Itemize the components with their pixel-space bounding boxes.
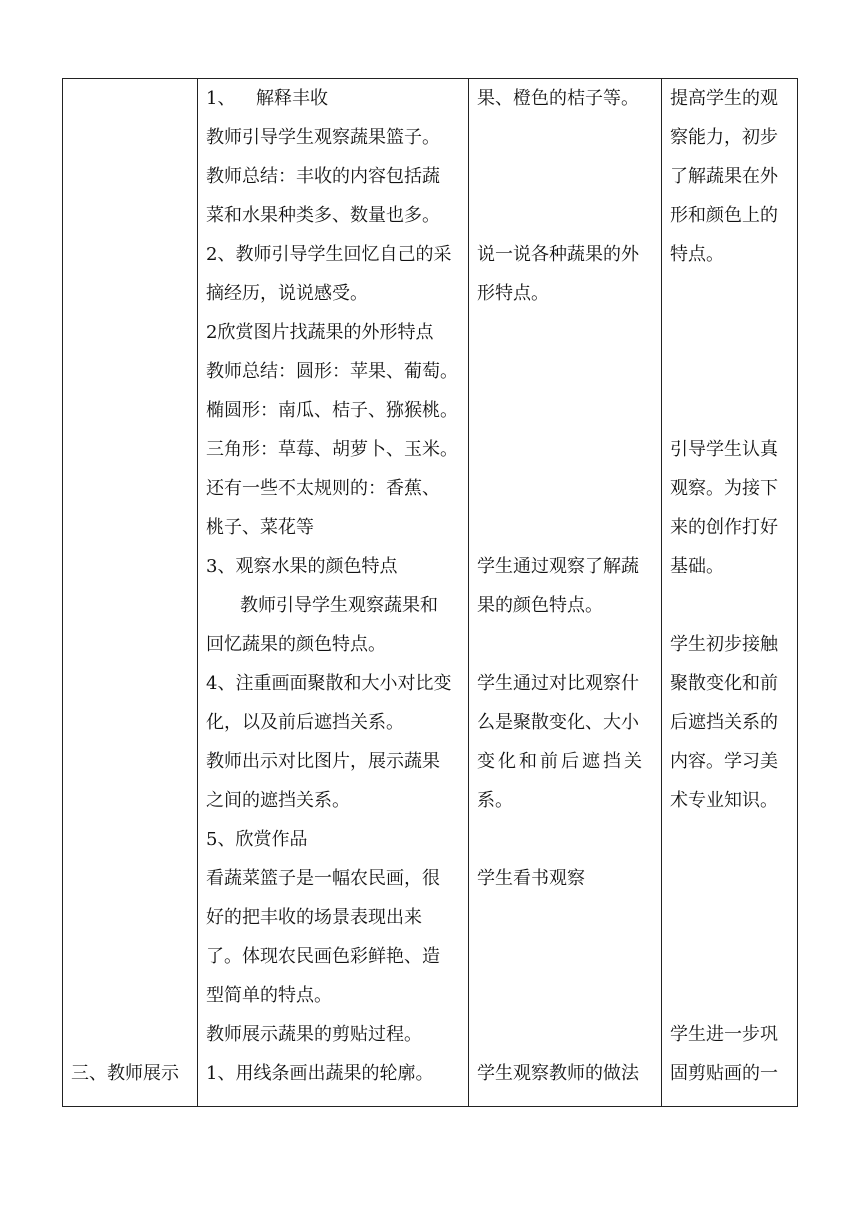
text-line: 看蔬菜篮子是一幅农民画，很 bbox=[206, 868, 440, 889]
text-line: 果的颜色特点。 bbox=[477, 595, 603, 616]
stage-column bbox=[63, 79, 198, 1107]
text-line: 基础。 bbox=[670, 556, 724, 577]
text-line: 了解蔬果在外 bbox=[670, 166, 778, 187]
text-line: 2、教师引导学生回忆自己的采 bbox=[206, 244, 452, 265]
text-line: 学生看书观察 bbox=[477, 868, 585, 889]
text-line: 学生通过观察了解蔬 bbox=[477, 556, 639, 577]
text-line: 教师总结：圆形：苹果、葡萄。 bbox=[206, 361, 458, 382]
text-line: 桃子、菜花等 bbox=[206, 517, 314, 538]
text-line: 化，以及前后遮挡关系。 bbox=[206, 712, 404, 733]
text-line: 形和颜色上的 bbox=[670, 205, 778, 226]
text-line: 形特点。 bbox=[477, 283, 549, 304]
text-line: 学生通过对比观察什 bbox=[477, 673, 639, 694]
student-activity-column bbox=[469, 79, 662, 1107]
text-line: 果、橙色的桔子等。 bbox=[477, 88, 639, 109]
text-line: 3、观察水果的颜色特点 bbox=[206, 556, 398, 577]
text-line: 教师出示对比图片，展示蔬果 bbox=[206, 751, 440, 772]
text-line: 观察。为接下 bbox=[670, 478, 778, 499]
text-line: 教师引导学生观察蔬果篮子。 bbox=[206, 127, 440, 148]
text-line: 椭圆形：南瓜、桔子、猕猴桃。 bbox=[206, 400, 458, 421]
table-row bbox=[63, 79, 798, 1107]
teacher-activity-column bbox=[198, 79, 469, 1107]
text-line: 学生初步接触 bbox=[670, 634, 778, 655]
text-line: 学生进一步巩 bbox=[670, 1024, 778, 1045]
text-line: 察能力，初步 bbox=[670, 127, 778, 148]
text-line: 5、欣赏作品 bbox=[206, 829, 308, 850]
text-line: 特点。 bbox=[670, 244, 724, 265]
section-label: 三、教师展示 bbox=[71, 1063, 179, 1084]
text-line: 教师引导学生观察蔬果和 bbox=[240, 595, 438, 616]
text-line: 2欣赏图片找蔬果的外形特点 bbox=[206, 322, 434, 343]
text-line: 型简单的特点。 bbox=[206, 985, 332, 1006]
text-line: 聚散变化和前 bbox=[670, 673, 778, 694]
text-line: 来的创作打好 bbox=[670, 517, 778, 538]
text-line: 后遮挡关系的 bbox=[670, 712, 778, 733]
text-line: 系。 bbox=[477, 790, 513, 811]
text-line: 4、注重画面聚散和大小对比变 bbox=[206, 673, 452, 694]
text-line: 1、 解释丰收 bbox=[206, 88, 328, 109]
text-line: 菜和水果种类多、数量也多。 bbox=[206, 205, 440, 226]
text-line: 教师总结：丰收的内容包括蔬 bbox=[206, 166, 440, 187]
text-line: 之间的遮挡关系。 bbox=[206, 790, 350, 811]
text-line: 1、用线条画出蔬果的轮廓。 bbox=[206, 1063, 434, 1084]
text-line: 变化和前后遮挡关 bbox=[477, 751, 645, 772]
text-line: 了。体现农民画色彩鲜艳、造 bbox=[206, 946, 440, 967]
lesson-plan-table bbox=[62, 78, 798, 1107]
text-line: 三角形：草莓、胡萝卜、玉米。 bbox=[206, 439, 458, 460]
text-line: 内容。学习美 bbox=[670, 751, 778, 772]
text-line: 教师展示蔬果的剪贴过程。 bbox=[206, 1024, 422, 1045]
text-line: 提高学生的观 bbox=[670, 88, 778, 109]
text-line: 好的把丰收的场景表现出来 bbox=[206, 907, 422, 928]
text-line: 说一说各种蔬果的外 bbox=[477, 244, 639, 265]
text-line: 么是聚散变化、大小 bbox=[477, 712, 639, 733]
text-line: 学生观察教师的做法 bbox=[477, 1063, 639, 1084]
text-line: 摘经历，说说感受。 bbox=[206, 283, 368, 304]
design-intent-column bbox=[662, 79, 798, 1107]
text-line: 还有一些不太规则的：香蕉、 bbox=[206, 478, 440, 499]
text-line: 回忆蔬果的颜色特点。 bbox=[206, 634, 386, 655]
text-line: 固剪贴画的一 bbox=[670, 1063, 778, 1084]
text-line: 引导学生认真 bbox=[670, 439, 778, 460]
text-line: 术专业知识。 bbox=[670, 790, 778, 811]
